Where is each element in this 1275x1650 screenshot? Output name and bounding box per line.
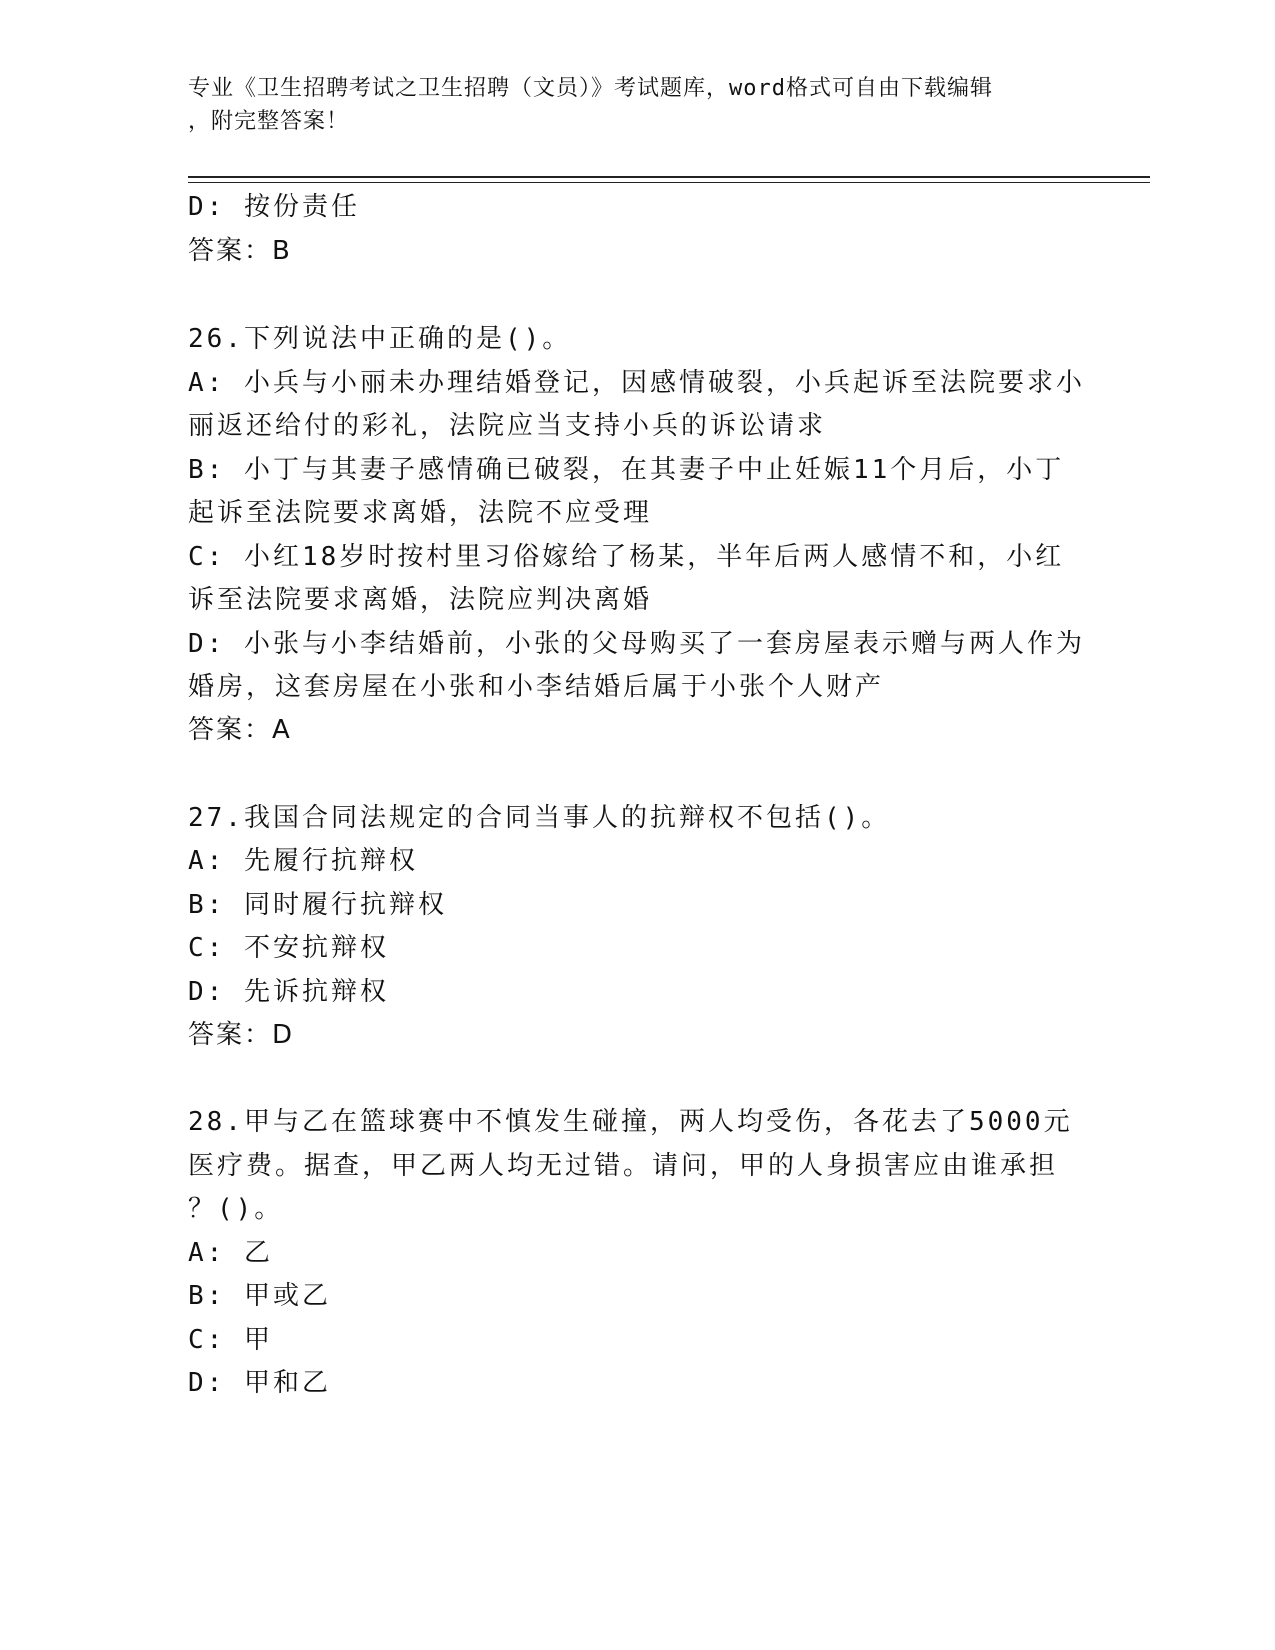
q27-option-d: D: 先诉抗辩权: [188, 977, 389, 1007]
q28-stem-line3: ？()。: [188, 1194, 284, 1224]
q27-option-b: B: 同时履行抗辩权: [188, 890, 447, 920]
q27-option-a: A: 先履行抗辩权: [188, 846, 418, 876]
q27-answer: 答案：D: [188, 1020, 295, 1050]
q26-option-c-line2: 诉至法院要求离婚，法院应判决离婚: [188, 585, 653, 615]
header-divider-thick: [188, 176, 1150, 178]
header-line-1: 专业《卫生招聘考试之卫生招聘（文员）》考试题库，word格式可自由下载编辑: [188, 76, 993, 101]
q26-option-b-line2: 起诉至法院要求离婚，法院不应受理: [188, 498, 653, 528]
q26-stem: 26.下列说法中正确的是()。: [188, 324, 572, 354]
q28-stem-line1: 28.甲与乙在篮球赛中不慎发生碰撞，两人均受伤，各花去了5000元: [188, 1107, 1073, 1137]
q26-option-d-line1: D: 小张与小李结婚前，小张的父母购买了一套房屋表示赠与两人作为: [188, 629, 1085, 659]
q27-option-c: C: 不安抗辩权: [188, 933, 389, 963]
document-header: [188, 72, 1068, 138]
q28-stem-line2: 医疗费。据查，甲乙两人均无过错。请问，甲的人身损害应由谁承担: [188, 1151, 1059, 1181]
q26-option-b-line1: B: 小丁与其妻子感情确已破裂，在其妻子中止妊娠11个月后，小丁: [188, 455, 1065, 485]
q26-option-a-line2: 丽返还给付的彩礼，法院应当支持小兵的诉讼请求: [188, 411, 827, 441]
q28-option-a: A: 乙: [188, 1238, 273, 1268]
header-divider-thin: [188, 182, 1150, 183]
q26-answer: 答案：A: [188, 715, 292, 745]
q27-stem: 27.我国合同法规定的合同当事人的抗辩权不包括()。: [188, 803, 891, 833]
q28-option-d: D: 甲和乙: [188, 1368, 331, 1398]
q26-option-a-line1: A: 小兵与小丽未办理结婚登记，因感情破裂，小兵起诉至法院要求小: [188, 368, 1085, 398]
q25-option-d: D: 按份责任: [188, 192, 360, 222]
q25-answer: 答案：B: [188, 236, 292, 266]
q28-option-b: B: 甲或乙: [188, 1281, 331, 1311]
header-line-2: ，附完整答案！: [188, 109, 350, 134]
q26-option-c-line1: C: 小红18岁时按村里习俗嫁给了杨某，半年后两人感情不和，小红: [188, 542, 1065, 572]
q28-option-c: C: 甲: [188, 1325, 273, 1355]
q26-option-d-line2: 婚房，这套房屋在小张和小李结婚后属于小张个人财产: [188, 672, 885, 702]
